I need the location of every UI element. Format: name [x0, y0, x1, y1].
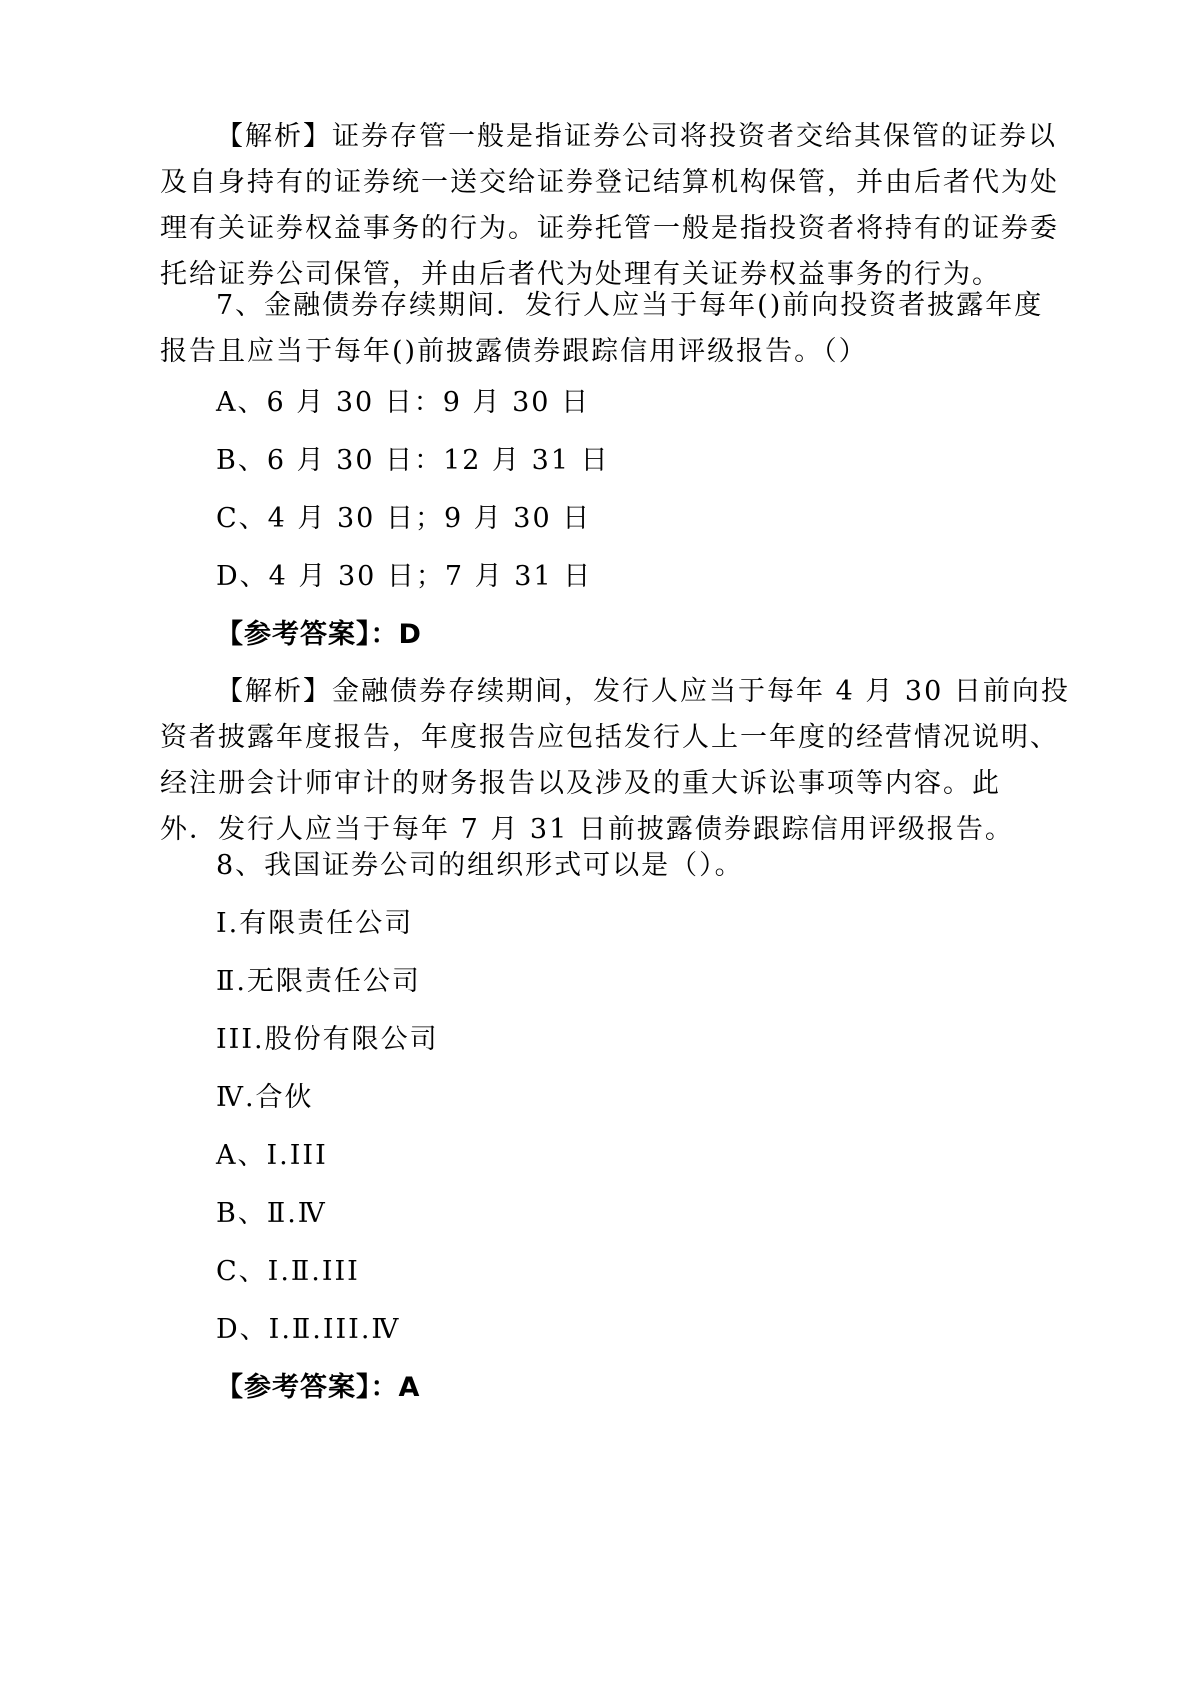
- question-line: 报告且应当于每年()前披露债券跟踪信用评级报告。（）: [160, 336, 868, 367]
- q7-option-c: C、4 月 30 日；9 月 30 日: [216, 503, 592, 534]
- q8-item-1: Ⅰ.有限责任公司: [216, 908, 414, 939]
- analysis-line: 外．发行人应当于每年 7 月 31 日前披露债券跟踪信用评级报告。: [160, 814, 1014, 845]
- analysis-line: 经注册会计师审计的财务报告以及涉及的重大诉讼事项等内容。此: [160, 768, 1001, 799]
- analysis-line: 资者披露年度报告，年度报告应包括发行人上一年度的经营情况说明、: [160, 722, 1059, 753]
- question-7-stem: [160, 283, 1044, 375]
- q8-item-3: III.股份有限公司: [216, 1024, 439, 1055]
- q8-item-4: Ⅳ.合伙: [216, 1082, 314, 1113]
- analysis-line: 【解析】金融债券存续期间，发行人应当于每年 4 月 30 日前向投: [216, 676, 1070, 707]
- analysis-line: 【解析】证券存管一般是指证券公司将投资者交给其保管的证券以: [216, 121, 1057, 152]
- q7-analysis-paragraph: [160, 669, 1070, 853]
- q8-option-b: B、Ⅱ.Ⅳ: [216, 1198, 327, 1229]
- analysis-line: 理有关证券权益事务的行为。证券托管一般是指投资者将持有的证券委: [160, 213, 1059, 244]
- q8-option-d: D、Ⅰ.Ⅱ.III.Ⅳ: [216, 1314, 401, 1345]
- q8-option-c: C、Ⅰ.Ⅱ.III: [216, 1256, 360, 1287]
- q8-reference-answer: 【参考答案】：A: [216, 1372, 421, 1403]
- question-8-stem: 8、我国证券公司的组织形式可以是（）。: [216, 850, 744, 881]
- analysis-line: 及自身持有的证券统一送交给证券登记结算机构保管，并由后者代为处: [160, 167, 1059, 198]
- q7-option-d: D、4 月 30 日；7 月 31 日: [216, 561, 593, 592]
- q8-option-a: A、Ⅰ.III: [216, 1140, 328, 1171]
- q7-option-b: B、6 月 30 日：12 月 31 日: [216, 445, 610, 476]
- q8-item-2: Ⅱ.无限责任公司: [216, 966, 421, 997]
- q7-reference-answer: 【参考答案】：D: [216, 619, 422, 650]
- analysis-paragraph-top: [160, 114, 1059, 298]
- analysis-line: 托给证券公司保管，并由后者代为处理有关证券权益事务的行为。: [160, 259, 1001, 290]
- q7-option-a: A、6 月 30 日：9 月 30 日: [216, 387, 591, 418]
- question-line: 7、金融债券存续期间．发行人应当于每年()前向投资者披露年度: [216, 290, 1044, 321]
